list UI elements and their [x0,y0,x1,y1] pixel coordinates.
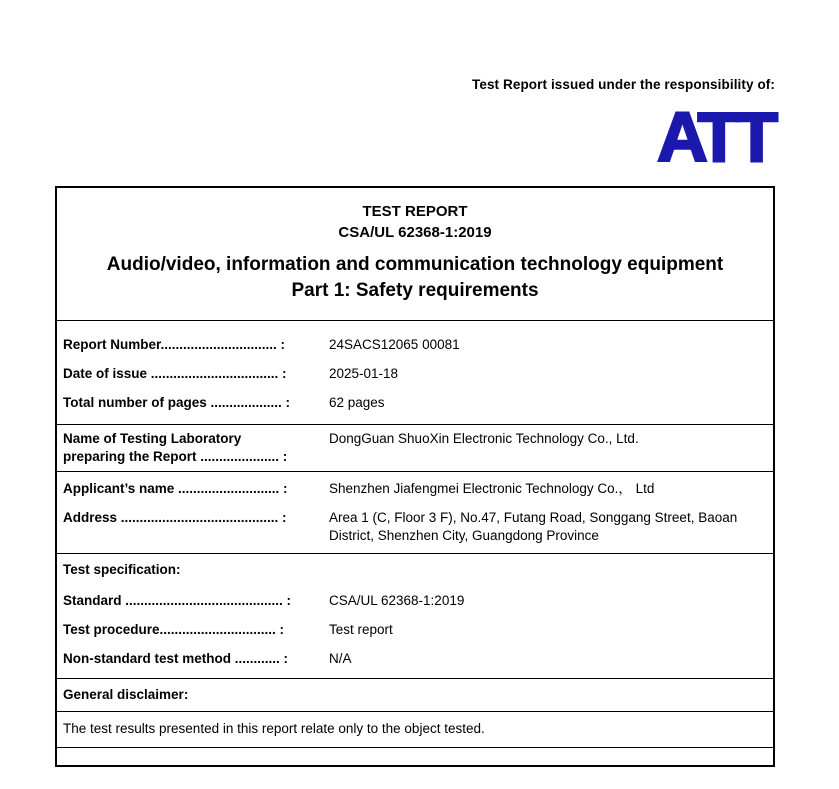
empty-bottom-row [57,747,773,765]
responsibility-note: Test Report issued under the responsibility of: [472,77,775,92]
field-label: Report Number............................... : [63,336,286,352]
field-label: Applicant’s name ........................... : [63,480,288,496]
field-label: Address .......................................... : [63,509,287,525]
testing-lab-section [57,424,773,471]
part-title: Part 1: Safety requirements [291,280,539,301]
field-value: Test report [329,621,393,637]
att-logo: ATT [657,98,773,176]
field-value: CSA/UL 62368-1:2019 [329,592,465,608]
field-label: Total number of pages ................... : [63,394,291,410]
field-value: 2025-01-18 [329,365,399,381]
non-standard-method-row [57,644,773,673]
report-info-section [57,320,773,424]
test-spec-heading: Test specification: [63,562,181,577]
report-table [55,186,775,767]
applicant-name-row [57,474,773,503]
date-of-issue-row [57,359,773,388]
field-label: Test procedure............................... : [63,621,285,637]
field-value: 24SACS12065 00081 [329,336,460,352]
disclaimer-text: The test results presented in this report relate only to the object tested. [57,711,773,747]
field-label: Standard .......................................... : [63,592,292,608]
report-number-row [57,330,773,359]
field-value: Shenzhen Jiafengmei Electronic Technology Co.， Ltd [329,480,655,496]
field-label: Non-standard test method ............ : [63,650,289,666]
field-value: 62 pages [329,394,385,410]
disclaimer-heading: General disclaimer: [57,678,773,711]
report-standard-code: CSA/UL 62368-1:2019 [338,224,492,241]
title-section [57,188,773,320]
total-pages-row [57,388,773,417]
field-value: DongGuan ShuoXin Electronic Technology Co., Ltd. [329,431,639,446]
report-title: TEST REPORT [362,203,468,220]
applicant-section [57,471,773,553]
field-label: Date of issue .................................. : [63,365,287,381]
field-value: N/A [329,650,352,666]
lab-label-line1: Name of Testing Laboratory [63,431,242,446]
equipment-title: Audio/video, information and communication technology equipment [106,254,724,275]
lab-label-line2: preparing the Report ..................... : [63,449,288,464]
field-value: Area 1 (C, Floor 3 F), No.47, Futang Road, Songgang Street, Baoan District, Shenzhen City, Guangdong Province [329,509,738,543]
field-label [63,430,327,466]
standard-row [57,586,773,615]
test-procedure-row [57,615,773,644]
testing-lab-row [57,425,773,471]
test-spec-section [57,553,773,678]
address-row [57,503,773,550]
